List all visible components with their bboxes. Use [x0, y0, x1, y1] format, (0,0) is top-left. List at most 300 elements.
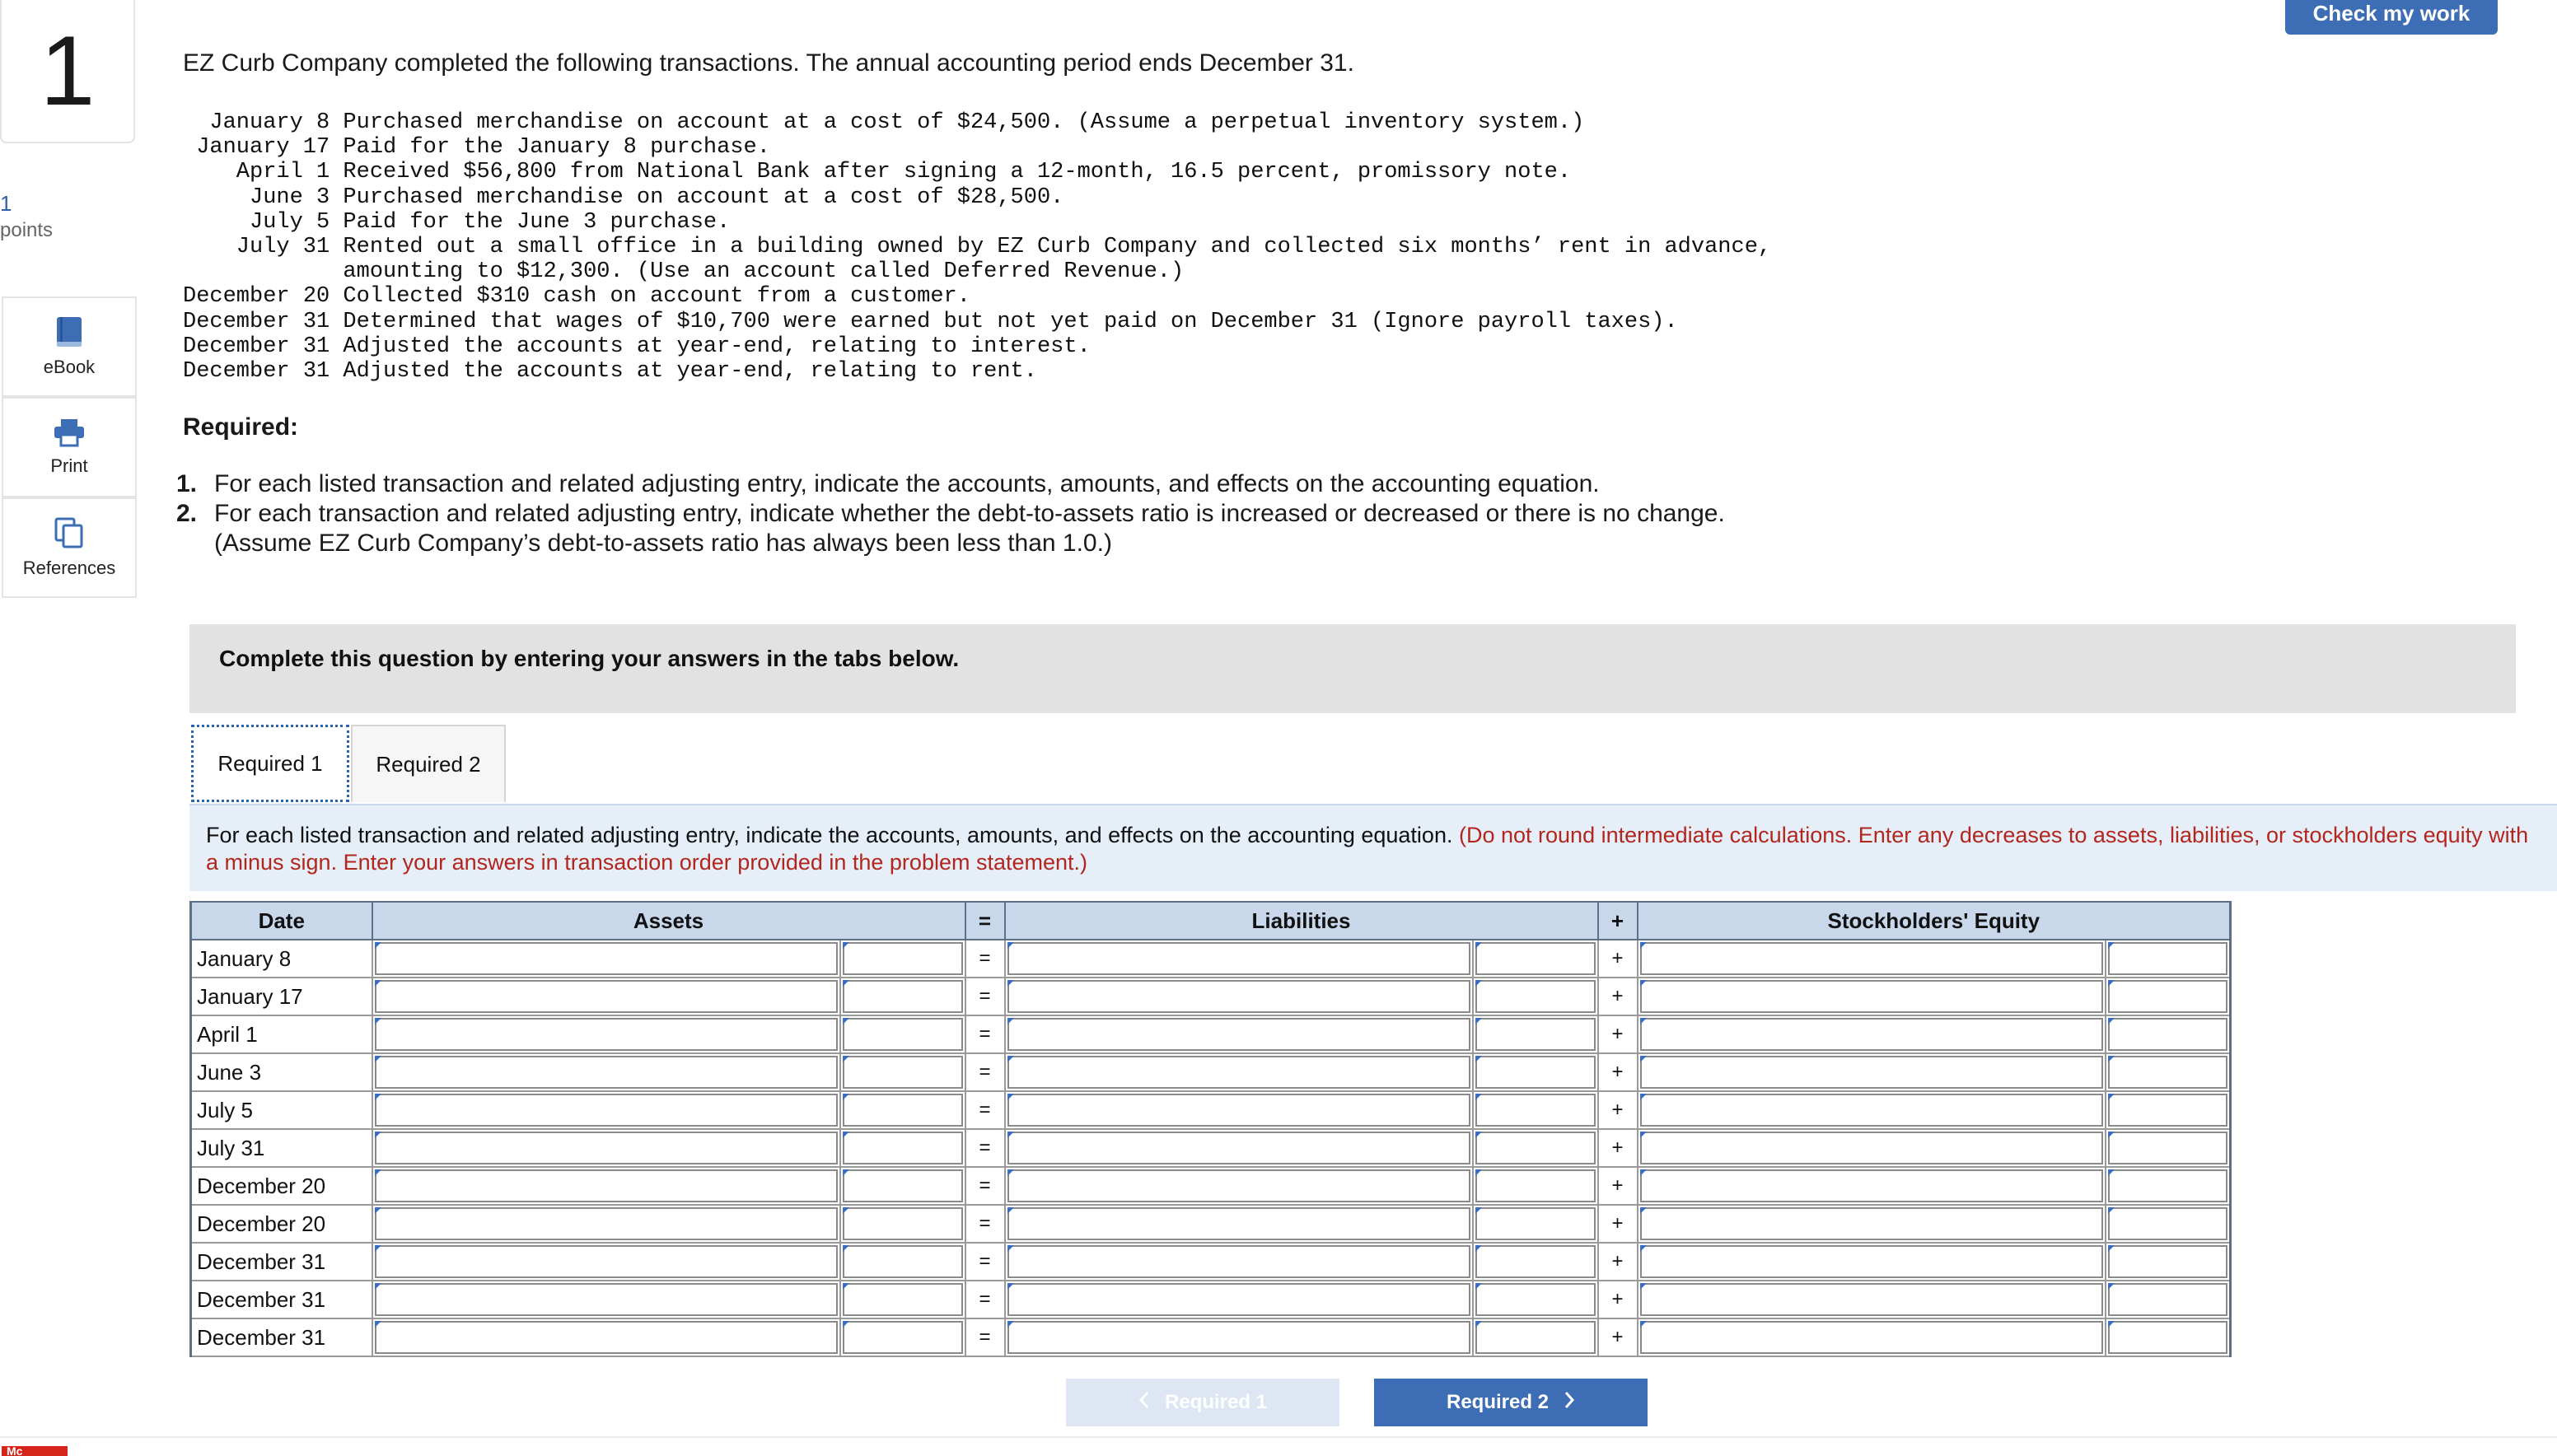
assets-account-select[interactable]	[372, 1015, 840, 1053]
assets-account-select-box[interactable]	[375, 1169, 838, 1202]
footer-divider	[0, 1436, 2557, 1438]
dropdown-marker-icon	[1640, 980, 1647, 987]
dropdown-marker-icon	[1007, 1169, 1014, 1176]
dropdown-marker-icon	[1475, 1132, 1482, 1138]
dropdown-marker-icon	[2108, 942, 2115, 949]
equity-account-select[interactable]	[1638, 978, 2106, 1015]
transaction-line	[183, 359, 1771, 384]
transaction-line	[183, 310, 1771, 334]
dropdown-marker-icon	[2108, 1283, 2115, 1290]
dropdown-marker-icon	[1007, 1132, 1014, 1138]
row-date: January 17	[191, 978, 372, 1015]
transaction-line	[183, 185, 1771, 210]
transaction-text: Paid for the January 8 purchase.	[343, 135, 770, 161]
dropdown-marker-icon	[2108, 1018, 2115, 1024]
equity-amount-input-box[interactable]	[2108, 1094, 2228, 1127]
equity-amount-input-box[interactable]	[2108, 942, 2228, 975]
liabilities-account-select[interactable]	[1005, 940, 1473, 978]
instructions-panel	[189, 804, 2557, 891]
table-row	[191, 1205, 2231, 1243]
dropdown-marker-icon	[843, 1056, 849, 1062]
dropdown-marker-icon	[1475, 980, 1482, 987]
equity-account-select[interactable]	[1638, 1015, 2106, 1053]
tabs-banner: Complete this question by entering your answers in the tabs below.	[189, 624, 2516, 713]
dropdown-marker-icon	[1640, 1169, 1647, 1176]
plus-sign: +	[1598, 1129, 1638, 1167]
assets-amount-input-box[interactable]	[843, 1132, 963, 1164]
transaction-line	[183, 259, 1771, 284]
dropdown-marker-icon	[1475, 1321, 1482, 1328]
equity-account-select-box[interactable]	[1640, 1321, 2103, 1354]
dropdown-marker-icon	[1640, 942, 1647, 949]
assets-account-select-box[interactable]	[375, 942, 838, 975]
assets-amount-input[interactable]	[840, 1167, 965, 1205]
plus-sign: +	[1598, 1015, 1638, 1053]
liabilities-amount-input-box[interactable]	[1475, 1245, 1596, 1278]
dropdown-marker-icon	[375, 1321, 381, 1328]
assets-account-select[interactable]	[372, 1053, 840, 1091]
previous-label: Required 1	[1164, 1391, 1268, 1413]
equity-amount-input[interactable]	[2106, 1053, 2231, 1091]
dropdown-marker-icon	[1007, 1245, 1014, 1252]
header-date: Date	[191, 902, 372, 940]
transaction-text: Paid for the June 3 purchase.	[343, 209, 731, 235]
assets-amount-input-box[interactable]	[843, 1094, 963, 1127]
equity-amount-input[interactable]	[2106, 1015, 2231, 1053]
liabilities-account-select-box[interactable]	[1007, 1132, 1470, 1164]
equals-sign: =	[965, 978, 1005, 1015]
print-button[interactable]	[2, 397, 137, 497]
liabilities-amount-input[interactable]	[1473, 1091, 1598, 1129]
liabilities-account-select-box[interactable]	[1007, 980, 1470, 1013]
transaction-date: December 20	[183, 284, 330, 310]
ebook-button[interactable]	[2, 296, 137, 397]
row-date: January 8	[191, 940, 372, 978]
dropdown-marker-icon	[375, 942, 381, 949]
equals-sign: =	[965, 1205, 1005, 1243]
plus-sign: +	[1598, 1091, 1638, 1129]
assets-amount-input-box[interactable]	[843, 1056, 963, 1089]
equity-account-select-box[interactable]	[1640, 942, 2103, 975]
table-row	[191, 1015, 2231, 1053]
dropdown-marker-icon	[843, 980, 849, 987]
assets-amount-input-box[interactable]	[843, 1018, 963, 1051]
dropdown-marker-icon	[375, 1245, 381, 1252]
dropdown-marker-icon	[843, 1321, 849, 1328]
assets-amount-input[interactable]	[840, 1318, 965, 1356]
equity-account-select-box[interactable]	[1640, 1245, 2103, 1278]
equity-account-select-box[interactable]	[1640, 1169, 2103, 1202]
plus-sign: +	[1598, 1318, 1638, 1356]
equity-amount-input-box[interactable]	[2108, 1321, 2228, 1354]
transaction-date: June 3	[250, 184, 330, 210]
liabilities-account-select-box[interactable]	[1007, 1018, 1470, 1051]
dropdown-marker-icon	[1475, 1094, 1482, 1100]
plus-sign: +	[1598, 1205, 1638, 1243]
check-my-work-button[interactable]: Check my work	[2285, 0, 2498, 35]
equity-amount-input-box[interactable]	[2108, 1132, 2228, 1164]
table-row	[191, 978, 2231, 1015]
transaction-date: January 8	[209, 110, 330, 135]
transaction-text: Adjusted the accounts at year-end, relating to interest.	[343, 334, 1091, 359]
assets-amount-input[interactable]	[840, 1091, 965, 1129]
dropdown-marker-icon	[2108, 980, 2115, 987]
dropdown-marker-icon	[1640, 1245, 1647, 1252]
equity-amount-input-box[interactable]	[2108, 1169, 2228, 1202]
points-label: points	[0, 219, 54, 241]
dropdown-marker-icon	[843, 1018, 849, 1024]
points-value: 1	[0, 191, 12, 216]
equity-account-select[interactable]	[1638, 1129, 2106, 1167]
equity-account-select[interactable]	[1638, 1318, 2106, 1356]
assets-amount-input-box[interactable]	[843, 1169, 963, 1202]
assets-amount-input[interactable]	[840, 1205, 965, 1243]
transaction-date: December 31	[183, 334, 330, 359]
row-date: July 31	[191, 1129, 372, 1167]
equity-amount-input[interactable]	[2106, 1167, 2231, 1205]
equity-account-select[interactable]	[1638, 1167, 2106, 1205]
dropdown-marker-icon	[375, 1018, 381, 1024]
dropdown-marker-icon	[1007, 1321, 1014, 1328]
row-date: June 3	[191, 1053, 372, 1091]
equity-account-select-box[interactable]	[1640, 1283, 2103, 1316]
liabilities-amount-input-box[interactable]	[1475, 1283, 1596, 1316]
assets-amount-input-box[interactable]	[843, 1207, 963, 1240]
transaction-text: Purchased merchandise on account at a cost of $24,500. (Assume a perpetual inventory system.)	[343, 110, 1585, 135]
liabilities-amount-input[interactable]	[1473, 1243, 1598, 1281]
references-label: References	[22, 558, 116, 578]
equals-sign: =	[965, 1053, 1005, 1091]
liabilities-amount-input[interactable]	[1473, 1053, 1598, 1091]
dropdown-marker-icon	[375, 1132, 381, 1138]
assets-account-select-box[interactable]	[375, 980, 838, 1013]
header-plus: +	[1598, 902, 1638, 940]
liabilities-account-select[interactable]	[1005, 1281, 1473, 1318]
required-item-number: 2.	[176, 500, 198, 527]
dropdown-marker-icon	[843, 1245, 849, 1252]
assets-account-select[interactable]	[372, 1318, 840, 1356]
equals-sign: =	[965, 1243, 1005, 1281]
row-date: December 31	[191, 1318, 372, 1356]
dropdown-marker-icon	[1007, 980, 1014, 987]
dropdown-marker-icon	[1475, 1018, 1482, 1024]
liabilities-account-select[interactable]	[1005, 1053, 1473, 1091]
assets-account-select-box[interactable]	[375, 1283, 838, 1316]
required-item-2	[176, 499, 1741, 558]
equals-sign: =	[965, 1129, 1005, 1167]
dropdown-marker-icon	[1640, 1056, 1647, 1062]
plus-sign: +	[1598, 978, 1638, 1015]
dropdown-marker-icon	[2108, 1132, 2115, 1138]
equity-amount-input[interactable]	[2106, 1091, 2231, 1129]
liabilities-amount-input[interactable]	[1473, 1167, 1598, 1205]
header-equity: Stockholders' Equity	[1638, 902, 2231, 940]
transaction-date: April 1	[236, 160, 330, 185]
liabilities-account-select[interactable]	[1005, 1243, 1473, 1281]
tab-required-1[interactable]: Required 1	[191, 725, 349, 802]
plus-sign: +	[1598, 940, 1638, 978]
liabilities-account-select[interactable]	[1005, 1318, 1473, 1356]
previous-required-button[interactable]	[1066, 1379, 1339, 1426]
dropdown-marker-icon	[1640, 1094, 1647, 1100]
liabilities-amount-input[interactable]	[1473, 1318, 1598, 1356]
equity-amount-input[interactable]	[2106, 1318, 2231, 1356]
liabilities-amount-input-box[interactable]	[1475, 980, 1596, 1013]
liabilities-account-select[interactable]	[1005, 1205, 1473, 1243]
references-button[interactable]	[2, 497, 137, 598]
dropdown-marker-icon	[843, 1283, 849, 1290]
dropdown-marker-icon	[1475, 942, 1482, 949]
equity-amount-input[interactable]	[2106, 1281, 2231, 1318]
liabilities-amount-input-box[interactable]	[1475, 1321, 1596, 1354]
transaction-line	[183, 135, 1771, 160]
equals-sign: =	[965, 1281, 1005, 1318]
transaction-line	[183, 284, 1771, 309]
required-item-text: For each transaction and related adjusting entry, indicate whether the debt-to-assets ratio is increased or decreased or there is no change. (Assume EZ Curb Company’s debt-to-assets ratio has always been less than 1.0.)	[214, 500, 1725, 557]
assets-account-select-box[interactable]	[375, 1056, 838, 1089]
transaction-text: Received $56,800 from National Bank after signing a 12-month, 16.5 percent, promissory note.	[343, 160, 1572, 185]
dropdown-marker-icon	[1475, 1169, 1482, 1176]
equity-account-select-box[interactable]	[1640, 980, 2103, 1013]
transaction-line	[183, 334, 1771, 359]
row-date: July 5	[191, 1091, 372, 1129]
assets-amount-input-box[interactable]	[843, 1283, 963, 1316]
assets-amount-input-box[interactable]	[843, 942, 963, 975]
assets-amount-input-box[interactable]	[843, 1321, 963, 1354]
dropdown-marker-icon	[2108, 1169, 2115, 1176]
liabilities-amount-input-box[interactable]	[1475, 1207, 1596, 1240]
printer-icon	[53, 418, 86, 447]
dropdown-marker-icon	[1007, 1056, 1014, 1062]
equity-amount-input[interactable]	[2106, 978, 2231, 1015]
assets-amount-input[interactable]	[840, 1015, 965, 1053]
equity-account-select-box[interactable]	[1640, 1018, 2103, 1051]
equity-amount-input-box[interactable]	[2108, 1018, 2228, 1051]
dropdown-marker-icon	[375, 1283, 381, 1290]
assets-account-select[interactable]	[372, 1281, 840, 1318]
liabilities-amount-input[interactable]	[1473, 1015, 1598, 1053]
dropdown-marker-icon	[1007, 1018, 1014, 1024]
required-item-text: For each listed transaction and related adjusting entry, indicate the accounts, amounts, and effects on the accounting equation.	[214, 470, 1600, 497]
liabilities-amount-input[interactable]	[1473, 1205, 1598, 1243]
assets-account-select-box[interactable]	[375, 1245, 838, 1278]
chevron-left-icon	[1138, 1391, 1150, 1415]
assets-amount-input[interactable]	[840, 940, 965, 978]
liabilities-amount-input-box[interactable]	[1475, 1132, 1596, 1164]
assets-account-select[interactable]	[372, 1129, 840, 1167]
equals-sign: =	[965, 1167, 1005, 1205]
plus-sign: +	[1598, 1243, 1638, 1281]
assets-amount-input-box[interactable]	[843, 1245, 963, 1278]
liabilities-account-select[interactable]	[1005, 978, 1473, 1015]
liabilities-amount-input[interactable]	[1473, 1281, 1598, 1318]
assets-amount-input[interactable]	[840, 1053, 965, 1091]
assets-account-select-box[interactable]	[375, 1132, 838, 1164]
dropdown-marker-icon	[1007, 1207, 1014, 1214]
liabilities-amount-input[interactable]	[1473, 940, 1598, 978]
equity-account-select[interactable]	[1638, 1091, 2106, 1129]
liabilities-account-select-box[interactable]	[1007, 1207, 1470, 1240]
assets-account-select[interactable]	[372, 940, 840, 978]
dropdown-marker-icon	[1007, 942, 1014, 949]
row-date: December 20	[191, 1167, 372, 1205]
equity-account-select[interactable]	[1638, 940, 2106, 978]
liabilities-amount-input-box[interactable]	[1475, 1169, 1596, 1202]
transaction-line	[183, 160, 1771, 184]
equity-amount-input-box[interactable]	[2108, 1207, 2228, 1240]
equals-sign: =	[965, 1015, 1005, 1053]
dropdown-marker-icon	[2108, 1207, 2115, 1214]
assets-account-select[interactable]	[372, 1205, 840, 1243]
accounting-equation-table	[189, 901, 2232, 1357]
liabilities-account-select-box[interactable]	[1007, 1094, 1470, 1127]
table-row	[191, 940, 2231, 978]
assets-account-select-box[interactable]	[375, 1094, 838, 1127]
assets-amount-input[interactable]	[840, 1129, 965, 1167]
equity-amount-input-box[interactable]	[2108, 1245, 2228, 1278]
equity-account-select-box[interactable]	[1640, 1094, 2103, 1127]
transaction-text: Purchased merchandise on account at a cost of $28,500.	[343, 184, 1064, 210]
assets-account-select[interactable]	[372, 978, 840, 1015]
table-row	[191, 1129, 2231, 1167]
equity-account-select[interactable]	[1638, 1053, 2106, 1091]
instructions-note: (Do not round intermediate calculations. Enter any decreases to assets, liabilities, or stockholders equity with a minus sign. Enter your answers in transaction order provided in the problem statement.)	[206, 823, 2529, 875]
required-title: Required:	[183, 413, 299, 441]
dropdown-marker-icon	[1475, 1207, 1482, 1214]
plus-sign: +	[1598, 1167, 1638, 1205]
dropdown-marker-icon	[1007, 1283, 1014, 1290]
liabilities-account-select-box[interactable]	[1007, 1169, 1470, 1202]
liabilities-amount-input-box[interactable]	[1475, 1094, 1596, 1127]
equity-account-select-box[interactable]	[1640, 1207, 2103, 1240]
liabilities-amount-input-box[interactable]	[1475, 1018, 1596, 1051]
question-number: 1	[0, 0, 135, 143]
chevron-right-icon	[1564, 1391, 1575, 1415]
dropdown-marker-icon	[843, 942, 849, 949]
required-item-1	[176, 469, 1741, 499]
dropdown-marker-icon	[1640, 1283, 1647, 1290]
table-row	[191, 1318, 2231, 1356]
liabilities-amount-input-box[interactable]	[1475, 1056, 1596, 1089]
liabilities-amount-input[interactable]	[1473, 978, 1598, 1015]
liabilities-amount-input-box[interactable]	[1475, 942, 1596, 975]
transaction-date: December 31	[183, 359, 330, 385]
liabilities-account-select[interactable]	[1005, 1091, 1473, 1129]
equity-amount-input-box[interactable]	[2108, 1056, 2228, 1089]
liabilities-account-select[interactable]	[1005, 1167, 1473, 1205]
dropdown-marker-icon	[2108, 1094, 2115, 1100]
equity-account-select-box[interactable]	[1640, 1056, 2103, 1089]
table-row	[191, 1053, 2231, 1091]
equals-sign: =	[965, 1091, 1005, 1129]
transaction-date: July 5	[250, 209, 330, 235]
instructions-main: For each listed transaction and related adjusting entry, indicate the accounts, amounts, and effects on the accounting equation.	[206, 823, 1453, 847]
liabilities-account-select[interactable]	[1005, 1129, 1473, 1167]
liabilities-account-select-box[interactable]	[1007, 1245, 1470, 1278]
header-assets: Assets	[372, 902, 965, 940]
assets-account-select[interactable]	[372, 1243, 840, 1281]
print-label: Print	[50, 455, 88, 476]
assets-amount-input[interactable]	[840, 1243, 965, 1281]
equals-sign: =	[965, 1318, 1005, 1356]
assets-account-select-box[interactable]	[375, 1018, 838, 1051]
liabilities-account-select-box[interactable]	[1007, 1056, 1470, 1089]
equity-account-select-box[interactable]	[1640, 1132, 2103, 1164]
equity-account-select[interactable]	[1638, 1243, 2106, 1281]
plus-sign: +	[1598, 1053, 1638, 1091]
dropdown-marker-icon	[843, 1132, 849, 1138]
assets-account-select[interactable]	[372, 1167, 840, 1205]
table-row	[191, 1243, 2231, 1281]
assets-account-select-box[interactable]	[375, 1321, 838, 1354]
equity-account-select[interactable]	[1638, 1281, 2106, 1318]
assets-account-select[interactable]	[372, 1091, 840, 1129]
assets-amount-input-box[interactable]	[843, 980, 963, 1013]
dropdown-marker-icon	[375, 1056, 381, 1062]
row-date: December 20	[191, 1205, 372, 1243]
equity-amount-input[interactable]	[2106, 940, 2231, 978]
liabilities-account-select-box[interactable]	[1007, 942, 1470, 975]
dropdown-marker-icon	[843, 1169, 849, 1176]
transaction-line	[183, 235, 1771, 259]
row-date: December 31	[191, 1243, 372, 1281]
liabilities-amount-input[interactable]	[1473, 1129, 1598, 1167]
assets-account-select-box[interactable]	[375, 1207, 838, 1240]
dropdown-marker-icon	[2108, 1056, 2115, 1062]
assets-amount-input[interactable]	[840, 978, 965, 1015]
tab-required-2[interactable]: Required 2	[351, 725, 506, 802]
transaction-date: December 31	[183, 309, 330, 334]
dropdown-marker-icon	[843, 1207, 849, 1214]
equity-amount-input[interactable]	[2106, 1243, 2231, 1281]
row-date: December 31	[191, 1281, 372, 1318]
ebook-label: eBook	[43, 357, 96, 377]
dropdown-marker-icon	[375, 1094, 381, 1100]
dropdown-marker-icon	[2108, 1321, 2115, 1328]
transaction-text: Adjusted the accounts at year-end, relating to rent.	[343, 359, 1037, 385]
assets-amount-input[interactable]	[840, 1281, 965, 1318]
equity-amount-input-box[interactable]	[2108, 980, 2228, 1013]
table-row	[191, 1281, 2231, 1318]
equity-amount-input[interactable]	[2106, 1129, 2231, 1167]
copy-icon	[54, 516, 85, 549]
equals-sign: =	[965, 940, 1005, 978]
row-date: April 1	[191, 1015, 372, 1053]
question-intro: EZ Curb Company completed the following transactions. The annual accounting period ends December 31.	[183, 49, 1354, 77]
dropdown-marker-icon	[375, 1169, 381, 1176]
dropdown-marker-icon	[1640, 1321, 1647, 1328]
book-icon	[55, 315, 83, 348]
transaction-line	[183, 110, 1771, 135]
dropdown-marker-icon	[2108, 1245, 2115, 1252]
liabilities-account-select[interactable]	[1005, 1015, 1473, 1053]
transaction-text: Determined that wages of $10,700 were earned but not yet paid on December 31 (Ignore payroll taxes).	[343, 309, 1678, 334]
table-row	[191, 1167, 2231, 1205]
table-row	[191, 1091, 2231, 1129]
dropdown-marker-icon	[1475, 1056, 1482, 1062]
table-header-row	[191, 902, 2231, 940]
transaction-text: Rented out a small office in a building owned by EZ Curb Company and collected six months’ rent in advance,	[343, 235, 1772, 260]
transaction-date: January 17	[196, 135, 330, 161]
next-required-button[interactable]	[1374, 1379, 1648, 1426]
liabilities-account-select-box[interactable]	[1007, 1283, 1470, 1316]
equity-amount-input-box[interactable]	[2108, 1283, 2228, 1316]
equity-account-select[interactable]	[1638, 1205, 2106, 1243]
liabilities-account-select-box[interactable]	[1007, 1321, 1470, 1354]
equity-amount-input[interactable]	[2106, 1205, 2231, 1243]
header-liabilities: Liabilities	[1005, 902, 1598, 940]
required-item-number: 1.	[176, 470, 198, 497]
